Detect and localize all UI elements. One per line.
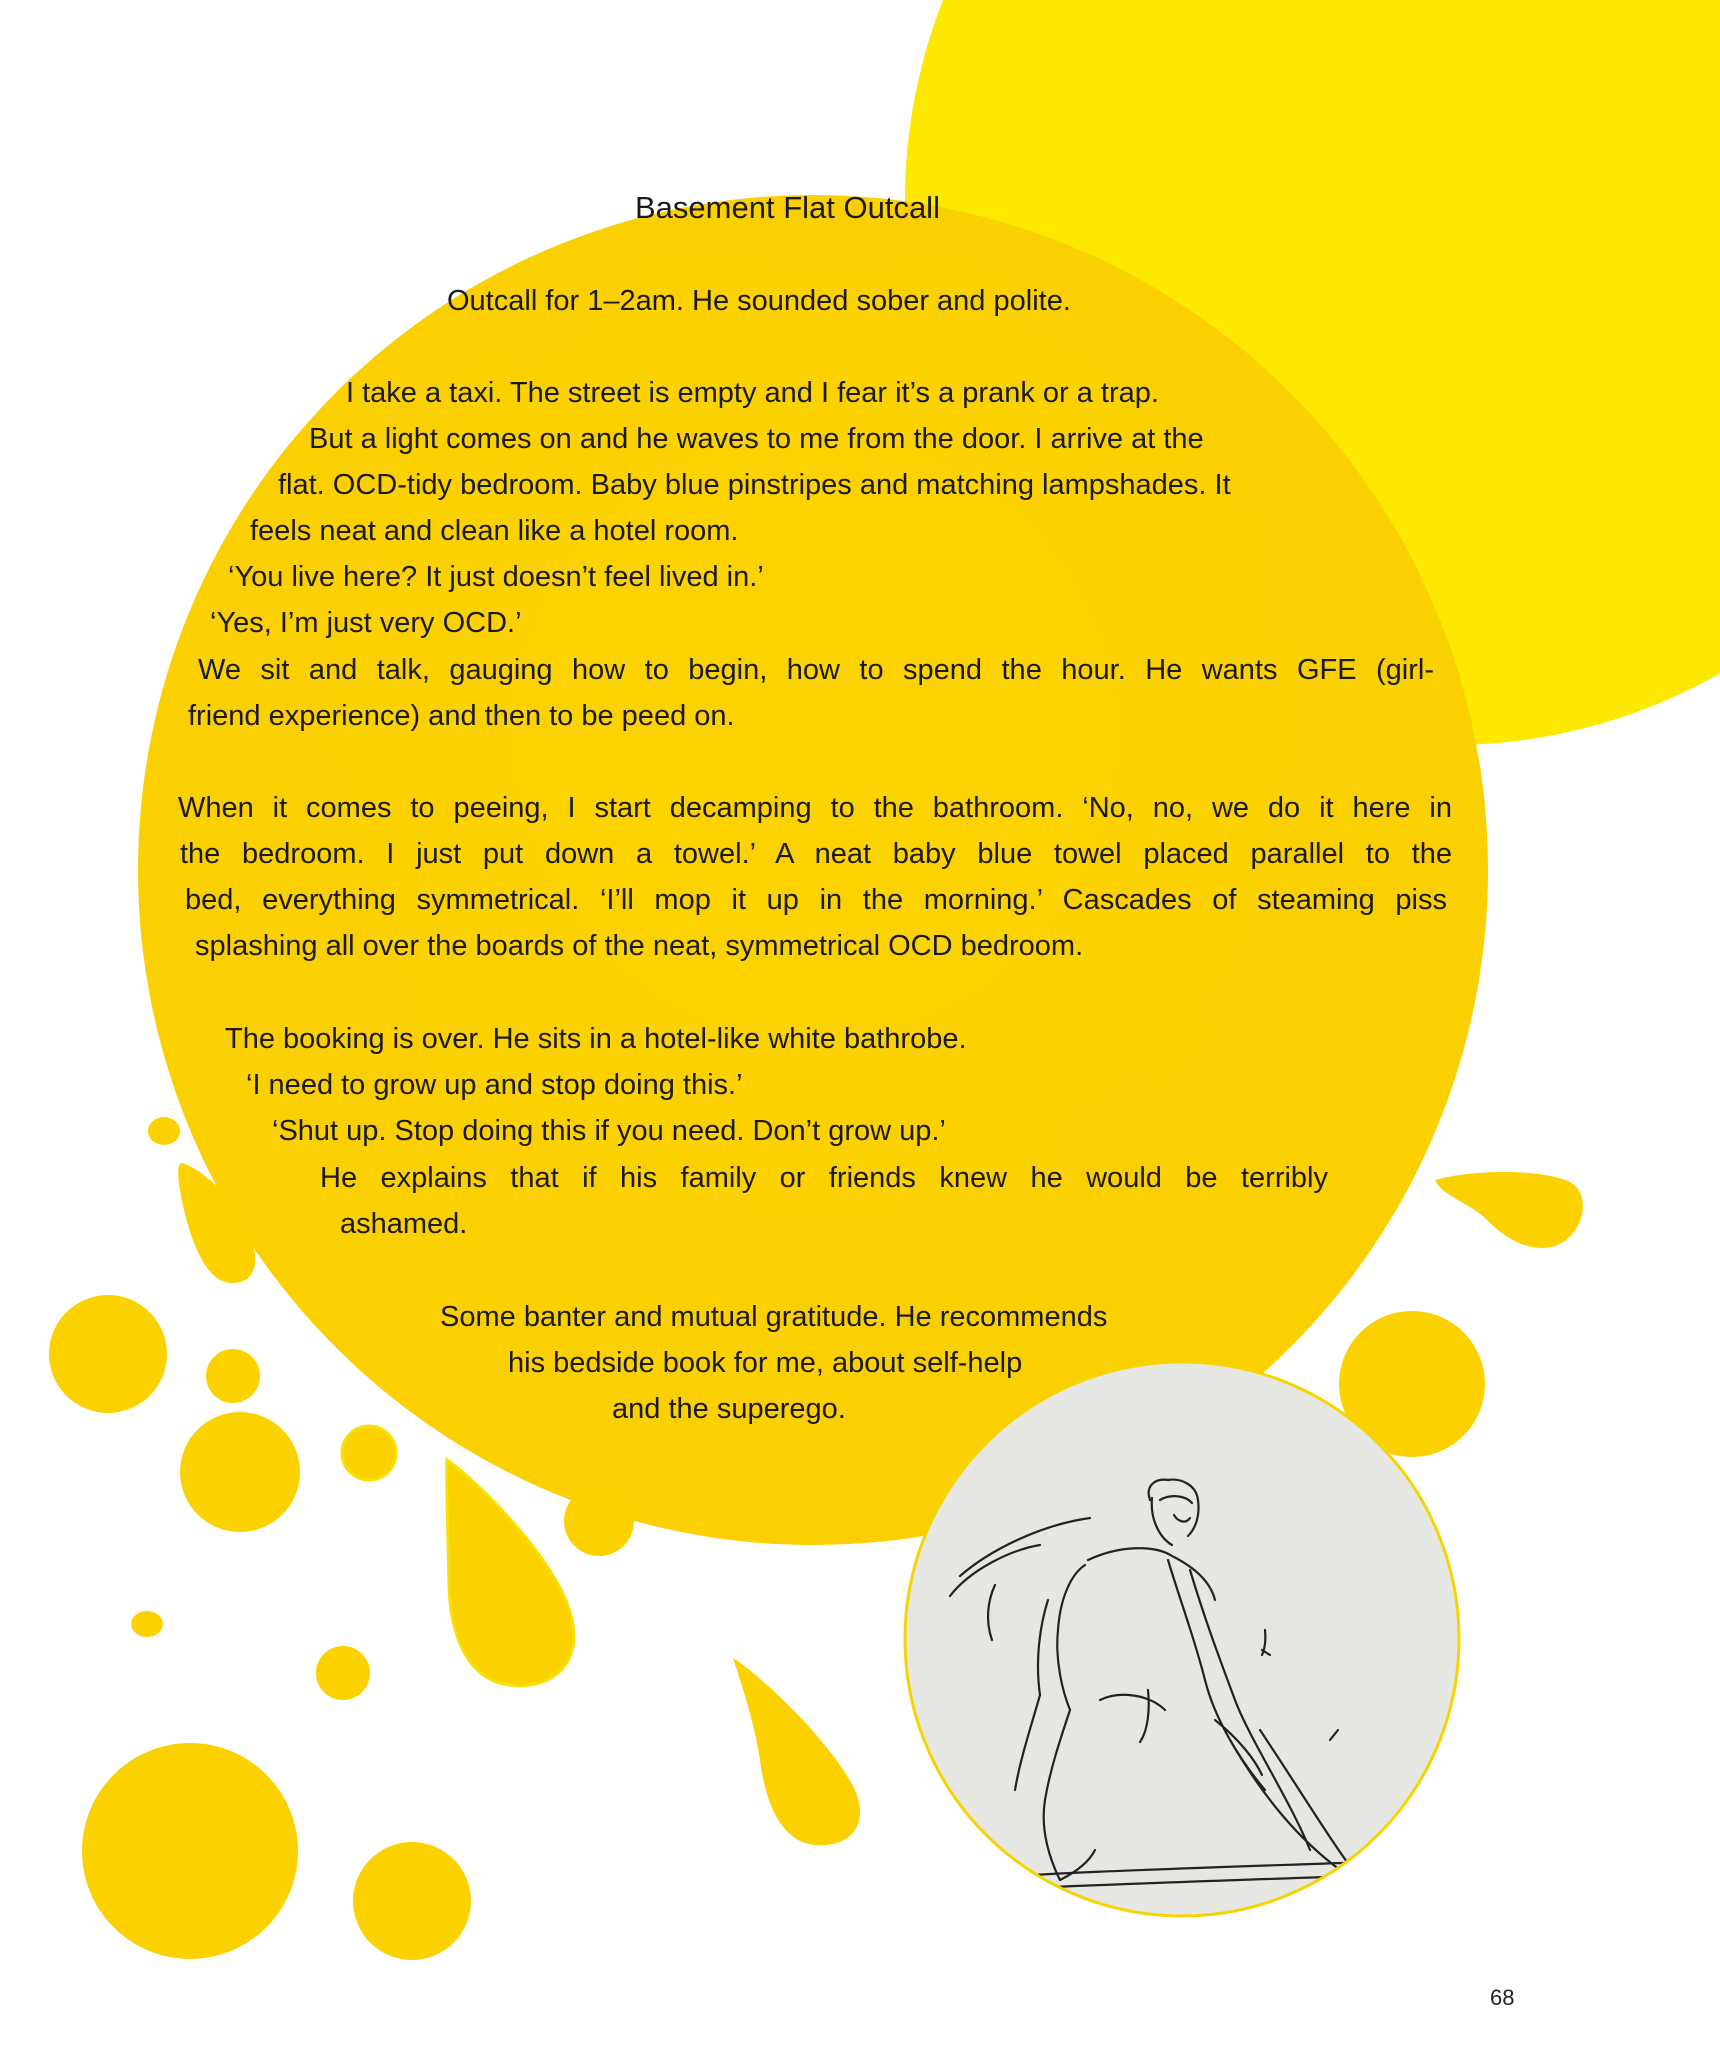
- text-line: flat. OCD-tidy bedroom. Baby blue pinstripes and matching lampshades. It: [278, 469, 1231, 501]
- text-line: bed, everything symmetrical. ‘I’ll mop it up in the morning.’ Cascades of steaming piss: [185, 884, 1447, 916]
- text-line: splashing all over the boards of the neat, symmetrical OCD bedroom.: [195, 930, 1084, 962]
- page-number: 68: [1490, 1985, 1515, 2010]
- text-line: ‘Shut up. Stop doing this if you need. Don’t grow up.’: [272, 1115, 946, 1147]
- text-line: ‘I need to grow up and stop doing this.’: [246, 1069, 743, 1101]
- text-line: his bedside book for me, about self-help: [508, 1347, 1023, 1379]
- text-line: and the superego.: [612, 1393, 846, 1425]
- page-title: Basement Flat Outcall: [635, 190, 940, 225]
- text-line: Some banter and mutual gratitude. He recommends: [440, 1301, 1108, 1333]
- text-line: friend experience) and then to be peed on.: [188, 700, 735, 732]
- text-line: ashamed.: [340, 1208, 468, 1240]
- text-line: I take a taxi. The street is empty and I fear it’s a prank or a trap.: [346, 377, 1159, 409]
- text-line: feels neat and clean like a hotel room.: [250, 515, 739, 547]
- text-line: We sit and talk, gauging how to begin, how to spend the hour. He wants GFE (girl-: [198, 654, 1434, 686]
- text-line: the bedroom. I just put down a towel.’ A neat baby blue towel placed parallel to the: [180, 838, 1452, 870]
- text-line: ‘Yes, I’m just very OCD.’: [210, 607, 522, 639]
- text-line: Outcall for 1–2am. He sounded sober and polite.: [447, 285, 1071, 317]
- text-line: When it comes to peeing, I start decamping to the bathroom. ‘No, no, we do it here in: [178, 792, 1452, 824]
- text-line: He explains that if his family or friends knew he would be terribly: [320, 1162, 1328, 1194]
- text-line: But a light comes on and he waves to me from the door. I arrive at the: [309, 423, 1204, 455]
- text-line: The booking is over. He sits in a hotel-like white bathrobe.: [225, 1023, 967, 1055]
- text-line: ‘You live here? It just doesn’t feel lived in.’: [228, 561, 764, 593]
